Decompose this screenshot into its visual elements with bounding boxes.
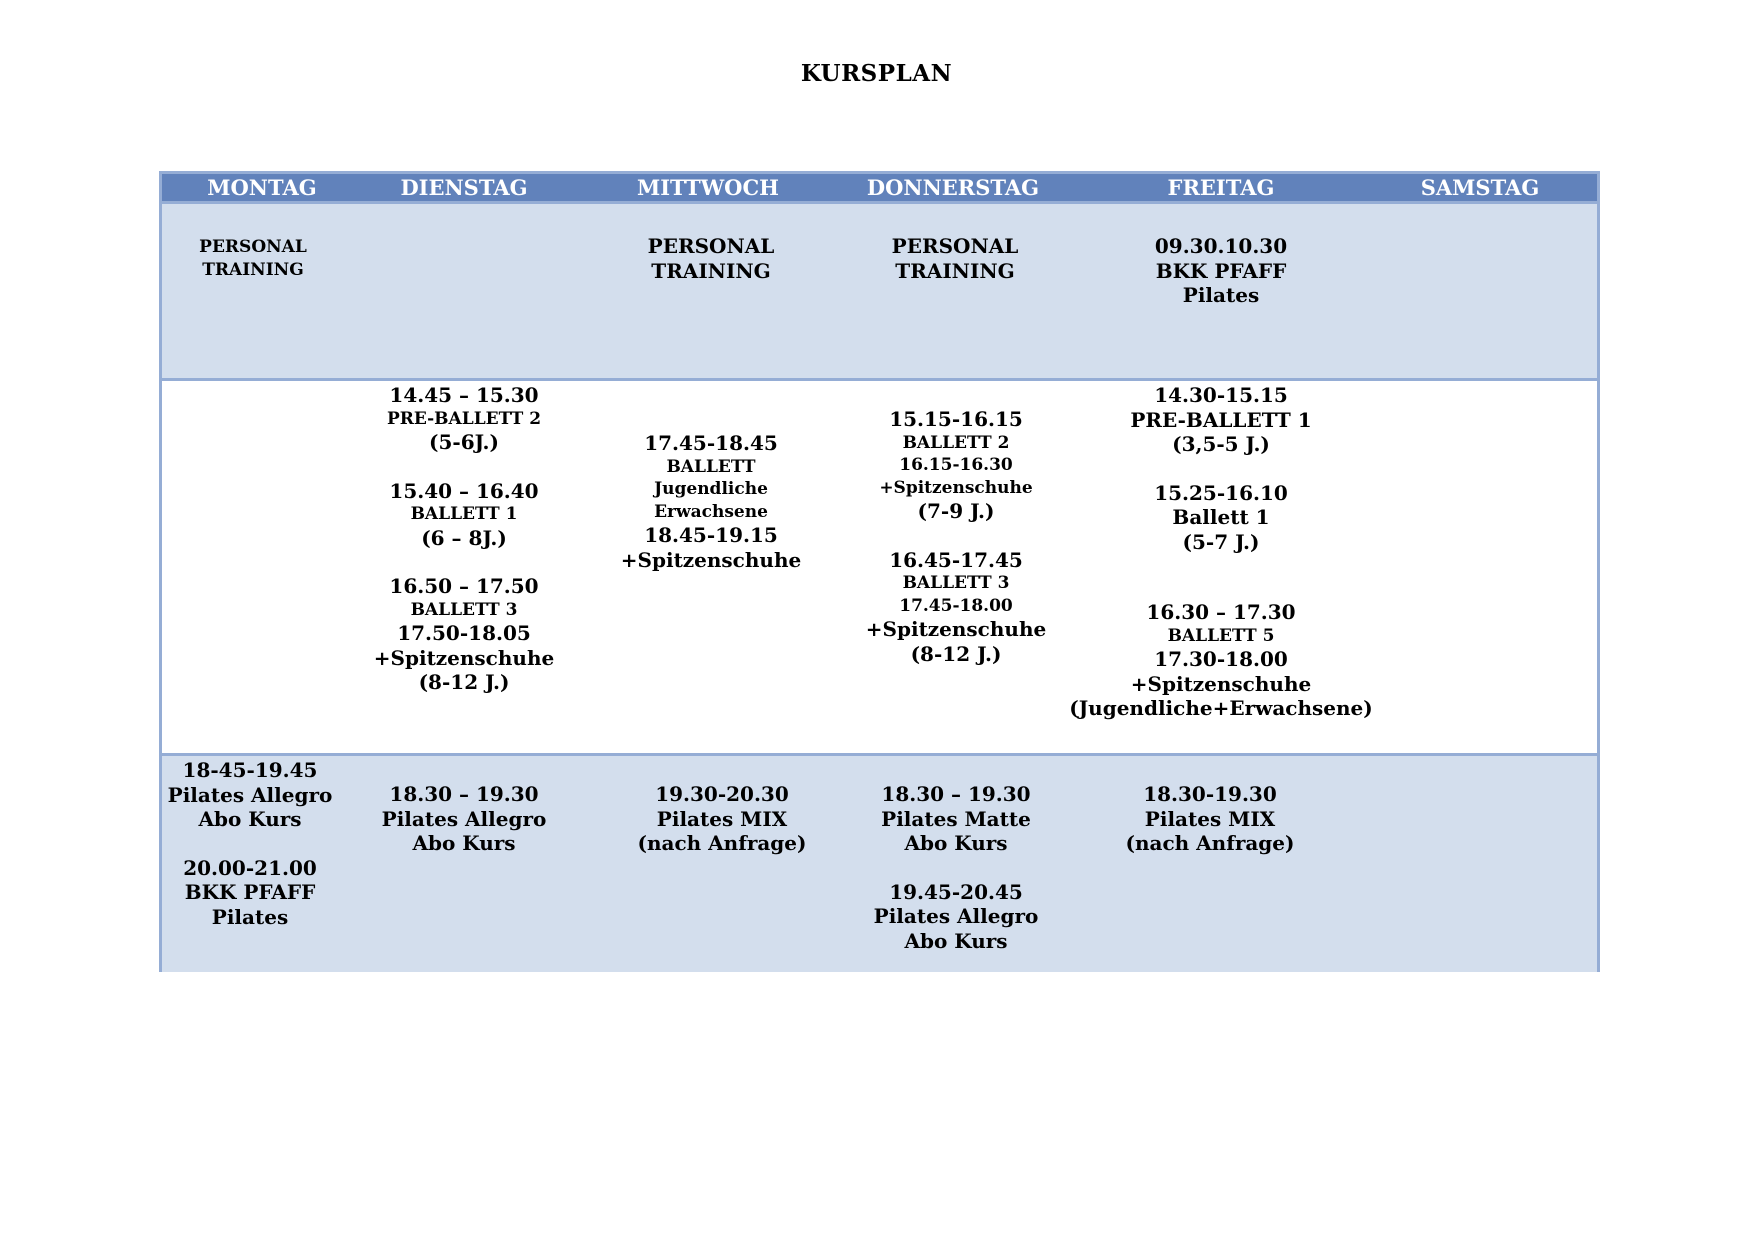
- cell-donnerstag-morning: [892, 234, 1019, 283]
- cell-line: 09.30.10.30: [1154, 234, 1288, 258]
- cell-line: Erwachsene: [654, 501, 768, 522]
- cell-line: 15.15-16.15: [889, 407, 1023, 431]
- cell-line: Abo Kurs: [412, 831, 516, 855]
- cell-line: Pilates Allegro: [873, 904, 1039, 928]
- cell-line: 18.30-19.30: [1143, 782, 1277, 806]
- cell-line: Pilates Matte: [881, 806, 1031, 831]
- cell-donnerstag-evening: [874, 782, 1039, 953]
- page-title: KURSPLAN: [800, 60, 953, 87]
- cell-dienstag-evening: [382, 782, 547, 856]
- cell-line: (7-9 J.): [917, 499, 995, 523]
- row-morning: [162, 204, 1597, 381]
- cell-line: Pilates Allegro: [167, 782, 333, 807]
- header-montag: MONTAG: [207, 175, 317, 200]
- cell-line: Pilates: [211, 904, 289, 929]
- cell-line: (6 – 8J.): [421, 525, 507, 550]
- cell-montag-evening: [168, 758, 333, 929]
- cell-line: Abo Kurs: [904, 928, 1008, 953]
- cell-line: BALLETT 3: [410, 599, 518, 620]
- cell-line: 16.30 – 17.30: [1146, 600, 1296, 624]
- cell-line: 14.45 – 15.30: [389, 383, 539, 407]
- cell-line: +Spitzenschuhe: [620, 547, 802, 572]
- cell-line: 18.45-19.15: [644, 523, 778, 547]
- cell-line: 16.45-17.45: [889, 547, 1023, 572]
- cell-line: PERSONAL: [199, 237, 307, 257]
- header-row: [162, 174, 1597, 204]
- cell-line: BALLETT: [666, 456, 756, 477]
- cell-line: 14.30-15.15: [1154, 383, 1288, 407]
- cell-line: (nach Anfrage): [637, 831, 807, 855]
- cell-line: PRE-BALLETT 1: [1130, 407, 1312, 432]
- cell-line: +Spitzenschuhe: [373, 645, 555, 670]
- cell-line: Abo Kurs: [198, 807, 302, 831]
- cell-mittwoch-afternoon: [621, 431, 801, 572]
- cell-line: +Spitzenschuhe: [1130, 671, 1312, 696]
- cell-line: Ballett 1: [1172, 505, 1270, 529]
- cell-line: BALLETT 5: [1167, 625, 1275, 646]
- cell-line: BALLETT 3: [902, 573, 1010, 593]
- cell-line: PERSONAL: [647, 234, 775, 258]
- schedule-table: [159, 171, 1600, 972]
- cell-line: Pilates Allegro: [381, 806, 547, 831]
- cell-line: 17.45-18.45: [644, 431, 778, 455]
- cell-dienstag-afternoon: [374, 383, 554, 695]
- cell-line: (3,5-5 J.): [1172, 432, 1270, 456]
- cell-line: (nach Anfrage): [1125, 831, 1295, 855]
- cell-line: 19.45-20.45: [889, 879, 1023, 904]
- cell-line: +Spitzenschuhe: [865, 617, 1047, 641]
- cell-line: 15.40 – 16.40: [389, 478, 539, 503]
- cell-line: (8-12 J.): [910, 641, 1002, 666]
- cell-line: 19.30-20.30: [655, 782, 789, 806]
- cell-line: 17.45-18.00: [899, 595, 1013, 616]
- cell-line: TRAINING: [651, 258, 771, 283]
- cell-line: 16.15-16.30: [899, 455, 1013, 475]
- header-donnerstag: DONNERSTAG: [866, 175, 1040, 200]
- cell-donnerstag-afternoon: [866, 407, 1046, 666]
- cell-mittwoch-morning: [648, 234, 775, 283]
- header-mittwoch: MITTWOCH: [636, 175, 780, 200]
- cell-line: BKK PFAFF: [184, 880, 316, 904]
- cell-line: Pilates: [1182, 283, 1260, 307]
- cell-line: TRAINING: [895, 258, 1015, 283]
- cell-mittwoch-evening: [638, 782, 807, 856]
- cell-line: 15.25-16.10: [1154, 480, 1288, 505]
- cell-line: BKK PFAFF: [1155, 258, 1287, 283]
- cell-freitag-afternoon: [1069, 383, 1373, 721]
- header-dienstag: DIENSTAG: [400, 175, 528, 200]
- cell-line: 20.00-21.00: [183, 855, 317, 880]
- cell-line: Jugendliche: [654, 479, 768, 499]
- cell-line: +Spitzenschuhe: [879, 477, 1033, 498]
- cell-line: PERSONAL: [891, 234, 1019, 258]
- cell-line: (Jugendliche+Erwachsene): [1069, 696, 1373, 720]
- cell-freitag-morning: [1155, 234, 1287, 308]
- cell-line: 18.30 – 19.30: [881, 782, 1031, 806]
- row-evening: [162, 756, 1597, 972]
- header-freitag: FREITAG: [1167, 175, 1275, 200]
- cell-montag-morning: [199, 236, 307, 281]
- cell-line: 17.30-18.00: [1154, 647, 1288, 671]
- cell-line: 17.50-18.05: [397, 621, 531, 645]
- cell-line: Abo Kurs: [904, 831, 1008, 855]
- cell-line: Pilates MIX: [656, 806, 788, 831]
- cell-line: 18-45-19.45: [182, 758, 318, 782]
- cell-line: (5-7 J.): [1182, 529, 1260, 554]
- cell-line: (8-12 J.): [418, 670, 510, 694]
- header-samstag: SAMSTAG: [1420, 175, 1540, 200]
- row-afternoon: [162, 381, 1597, 756]
- cell-line: PRE-BALLETT 2: [386, 408, 542, 429]
- cell-line: TRAINING: [202, 259, 304, 280]
- cell-line: Pilates MIX: [1144, 806, 1276, 831]
- cell-freitag-evening: [1126, 782, 1295, 856]
- cell-line: BALLETT 1: [410, 504, 518, 524]
- cell-line: 16.50 – 17.50: [389, 574, 539, 598]
- cell-line: BALLETT 2: [902, 432, 1010, 453]
- cell-line: 18.30 – 19.30: [389, 782, 539, 806]
- cell-line: (5-6J.): [429, 430, 499, 454]
